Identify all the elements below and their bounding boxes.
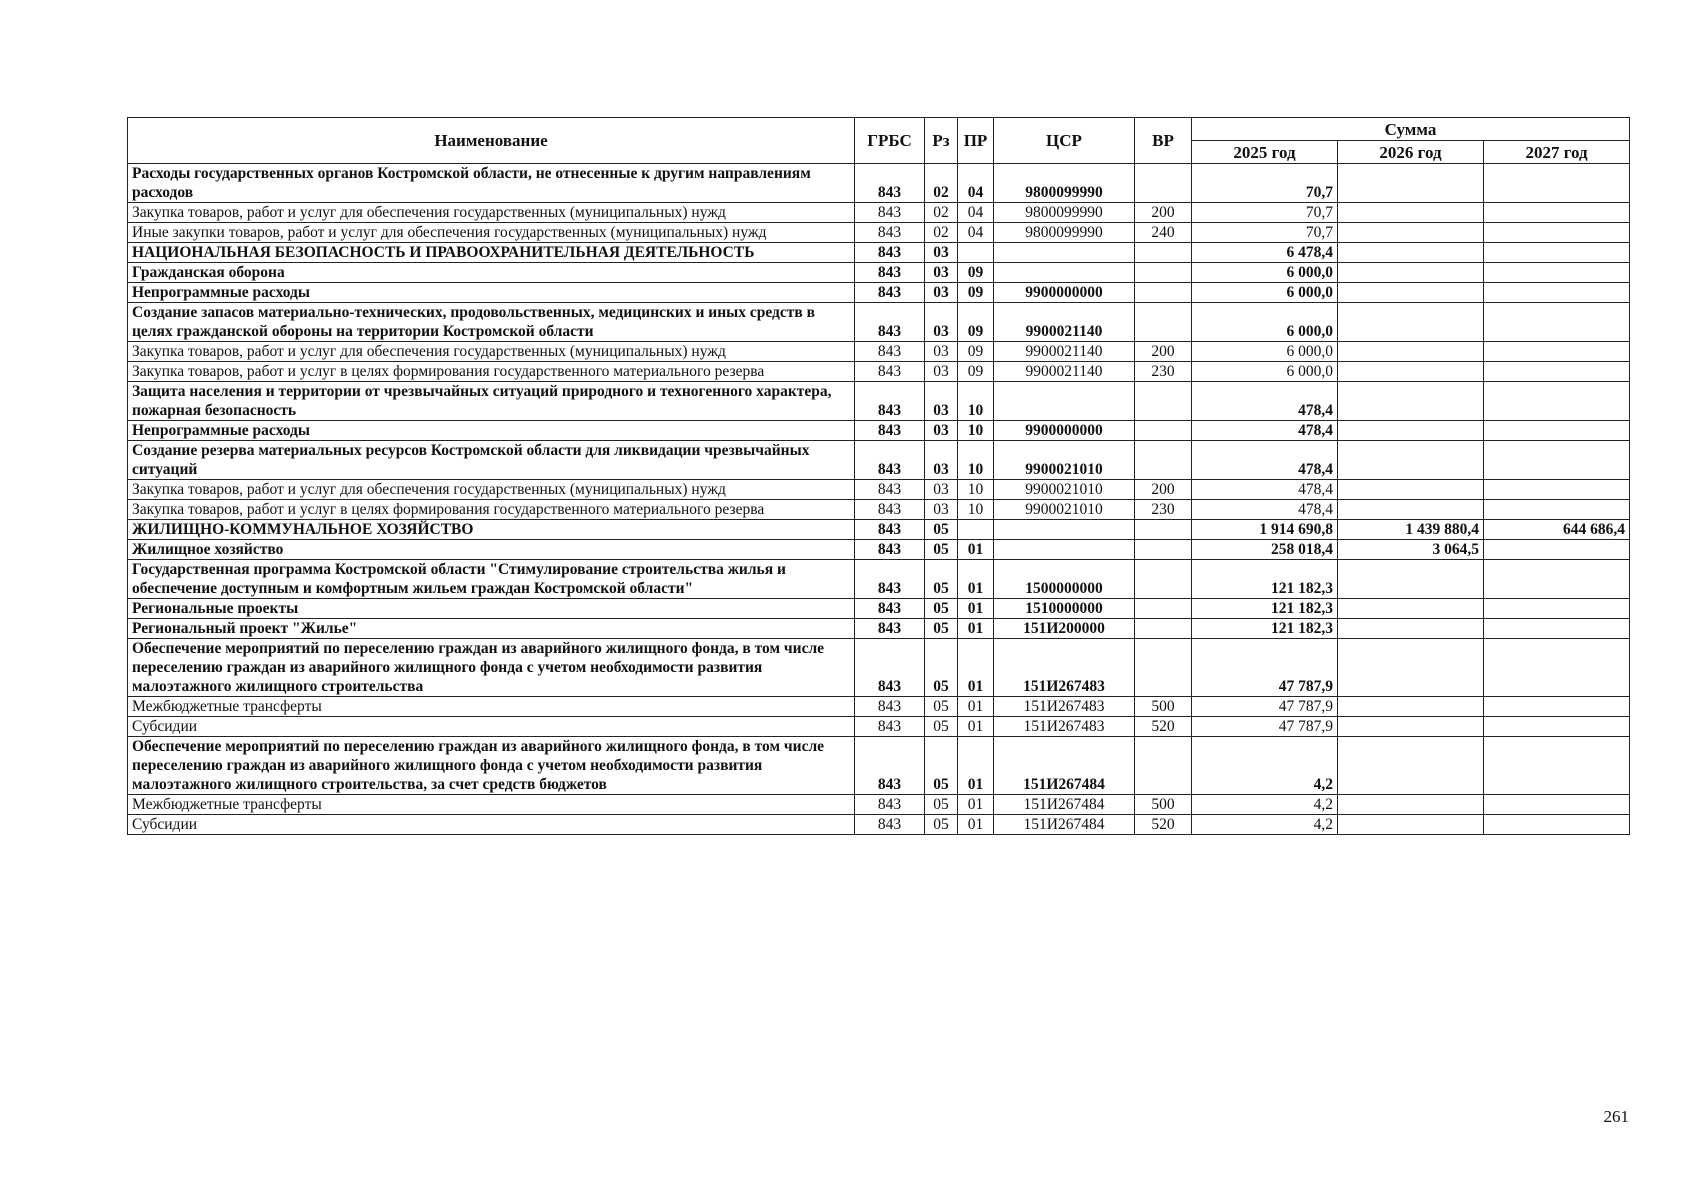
- cell-csr: 1510000000: [994, 599, 1135, 619]
- cell-2027: [1484, 263, 1630, 283]
- cell-grbs: 843: [855, 815, 925, 835]
- cell-grbs: 843: [855, 540, 925, 560]
- cell-vr: 500: [1135, 795, 1192, 815]
- cell-2027: [1484, 599, 1630, 619]
- cell-vr: [1135, 303, 1192, 342]
- cell-vr: [1135, 737, 1192, 795]
- cell-csr: 9900021140: [994, 362, 1135, 382]
- table-row: [128, 560, 1630, 599]
- cell-rz: 02: [925, 164, 958, 203]
- cell-pr: 01: [958, 560, 994, 599]
- cell-2025: 6 000,0: [1192, 342, 1338, 362]
- cell-vr: 230: [1135, 500, 1192, 520]
- cell-2027: [1484, 619, 1630, 639]
- cell-name: Создание запасов материально-технических, продовольственных, медицинских и иных средств в целях гражданской обороны на территории Костромской области: [128, 303, 855, 342]
- cell-pr: 01: [958, 737, 994, 795]
- cell-2027: [1484, 480, 1630, 500]
- cell-2025: 258 018,4: [1192, 540, 1338, 560]
- cell-2026: 1 439 880,4: [1338, 520, 1484, 540]
- table-row: [128, 164, 1630, 203]
- cell-pr: 10: [958, 480, 994, 500]
- table-row: [128, 500, 1630, 520]
- cell-csr: 9900021010: [994, 441, 1135, 480]
- cell-vr: [1135, 283, 1192, 303]
- cell-vr: [1135, 639, 1192, 697]
- cell-2027: [1484, 223, 1630, 243]
- cell-2026: [1338, 815, 1484, 835]
- cell-2026: [1338, 203, 1484, 223]
- cell-grbs: 843: [855, 520, 925, 540]
- cell-csr: 151И267484: [994, 815, 1135, 835]
- cell-vr: [1135, 560, 1192, 599]
- cell-name: Закупка товаров, работ и услуг для обеспечения государственных (муниципальных) нужд: [128, 480, 855, 500]
- cell-name: Непрограммные расходы: [128, 283, 855, 303]
- table-row: [128, 223, 1630, 243]
- cell-pr: 04: [958, 223, 994, 243]
- cell-2026: [1338, 619, 1484, 639]
- cell-pr: [958, 520, 994, 540]
- table-row: [128, 717, 1630, 737]
- cell-name: Расходы государственных органов Костромской области, не отнесенные к другим направлениям расходов: [128, 164, 855, 203]
- cell-rz: 05: [925, 639, 958, 697]
- table-row: [128, 697, 1630, 717]
- budget-table: [127, 117, 1630, 835]
- cell-rz: 05: [925, 697, 958, 717]
- cell-2027: [1484, 283, 1630, 303]
- cell-grbs: 843: [855, 223, 925, 243]
- cell-csr: 151И267483: [994, 697, 1135, 717]
- cell-name: Субсидии: [128, 717, 855, 737]
- cell-2026: [1338, 382, 1484, 421]
- cell-name: Государственная программа Костромской области "Стимулирование строительства жилья и обеспечение доступным и комфортным жильем граждан Костромской области": [128, 560, 855, 599]
- cell-rz: 05: [925, 599, 958, 619]
- cell-2025: 47 787,9: [1192, 717, 1338, 737]
- cell-pr: 09: [958, 362, 994, 382]
- cell-name: Жилищное хозяйство: [128, 540, 855, 560]
- cell-2026: [1338, 263, 1484, 283]
- header-sum: Сумма: [1192, 118, 1630, 141]
- cell-2026: [1338, 421, 1484, 441]
- cell-2025: 121 182,3: [1192, 560, 1338, 599]
- header-rz: Рз: [925, 118, 958, 164]
- cell-csr: 151И267483: [994, 639, 1135, 697]
- table-row: [128, 619, 1630, 639]
- cell-name: Региональные проекты: [128, 599, 855, 619]
- cell-2026: [1338, 737, 1484, 795]
- cell-csr: [994, 382, 1135, 421]
- cell-2026: [1338, 283, 1484, 303]
- cell-2025: 478,4: [1192, 382, 1338, 421]
- table-row: [128, 599, 1630, 619]
- cell-2026: [1338, 223, 1484, 243]
- header-csr: ЦСР: [994, 118, 1135, 164]
- cell-csr: 9900021010: [994, 500, 1135, 520]
- cell-grbs: 843: [855, 795, 925, 815]
- cell-grbs: 843: [855, 303, 925, 342]
- cell-csr: 9900021140: [994, 303, 1135, 342]
- cell-csr: 151И200000: [994, 619, 1135, 639]
- page-number: 261: [1603, 1107, 1629, 1126]
- table-row: [128, 342, 1630, 362]
- cell-pr: 04: [958, 203, 994, 223]
- cell-name: Создание резерва материальных ресурсов Костромской области для ликвидации чрезвычайных ситуаций: [128, 441, 855, 480]
- cell-csr: 9900021140: [994, 342, 1135, 362]
- cell-name: Закупка товаров, работ и услуг в целях формирования государственного материального резерва: [128, 500, 855, 520]
- cell-2027: [1484, 639, 1630, 697]
- cell-pr: [958, 243, 994, 263]
- cell-2025: 6 000,0: [1192, 283, 1338, 303]
- cell-2025: 478,4: [1192, 441, 1338, 480]
- cell-grbs: 843: [855, 480, 925, 500]
- cell-pr: 09: [958, 283, 994, 303]
- cell-2026: [1338, 639, 1484, 697]
- cell-2026: [1338, 243, 1484, 263]
- cell-2026: [1338, 164, 1484, 203]
- cell-pr: 01: [958, 639, 994, 697]
- cell-rz: 05: [925, 737, 958, 795]
- cell-pr: 09: [958, 303, 994, 342]
- cell-pr: 09: [958, 263, 994, 283]
- cell-csr: 1500000000: [994, 560, 1135, 599]
- cell-2025: 478,4: [1192, 500, 1338, 520]
- cell-2026: [1338, 441, 1484, 480]
- cell-rz: 05: [925, 540, 958, 560]
- cell-grbs: 843: [855, 560, 925, 599]
- cell-pr: 01: [958, 717, 994, 737]
- cell-2025: 4,2: [1192, 795, 1338, 815]
- cell-name: Защита населения и территории от чрезвычайных ситуаций природного и техногенного характера, пожарная безопасность: [128, 382, 855, 421]
- cell-2027: [1484, 243, 1630, 263]
- cell-name: Обеспечение мероприятий по переселению граждан из аварийного жилищного фонда, в том числе переселению граждан из аварийного жилищного фонда с учетом необходимости развития малоэтажного жилищного строительства, за счет средств бюджетов: [128, 737, 855, 795]
- cell-grbs: 843: [855, 164, 925, 203]
- cell-rz: 05: [925, 717, 958, 737]
- cell-pr: 09: [958, 342, 994, 362]
- cell-2027: [1484, 441, 1630, 480]
- cell-2027: [1484, 815, 1630, 835]
- cell-grbs: 843: [855, 342, 925, 362]
- cell-grbs: 843: [855, 382, 925, 421]
- cell-rz: 03: [925, 243, 958, 263]
- cell-2026: [1338, 480, 1484, 500]
- cell-vr: [1135, 540, 1192, 560]
- cell-pr: 04: [958, 164, 994, 203]
- table-row: [128, 520, 1630, 540]
- cell-csr: 151И267483: [994, 717, 1135, 737]
- table-row: [128, 303, 1630, 342]
- cell-vr: 240: [1135, 223, 1192, 243]
- header-year-2027: 2027 год: [1484, 141, 1630, 164]
- cell-2025: 121 182,3: [1192, 619, 1338, 639]
- cell-2025: 47 787,9: [1192, 639, 1338, 697]
- cell-2027: [1484, 164, 1630, 203]
- cell-csr: [994, 243, 1135, 263]
- cell-grbs: 843: [855, 441, 925, 480]
- cell-grbs: 843: [855, 599, 925, 619]
- cell-2027: [1484, 421, 1630, 441]
- table-row: [128, 480, 1630, 500]
- cell-rz: 03: [925, 441, 958, 480]
- cell-2025: 6 000,0: [1192, 362, 1338, 382]
- cell-csr: [994, 540, 1135, 560]
- table-row: [128, 283, 1630, 303]
- cell-grbs: 843: [855, 500, 925, 520]
- cell-2025: 70,7: [1192, 203, 1338, 223]
- cell-rz: 02: [925, 203, 958, 223]
- cell-2027: [1484, 500, 1630, 520]
- cell-2025: 4,2: [1192, 815, 1338, 835]
- cell-grbs: 843: [855, 619, 925, 639]
- cell-2026: [1338, 362, 1484, 382]
- table-row: [128, 243, 1630, 263]
- cell-2025: 6 000,0: [1192, 263, 1338, 283]
- cell-2026: [1338, 697, 1484, 717]
- cell-2025: 478,4: [1192, 421, 1338, 441]
- cell-name: НАЦИОНАЛЬНАЯ БЕЗОПАСНОСТЬ И ПРАВООХРАНИТЕЛЬНАЯ ДЕЯТЕЛЬНОСТЬ: [128, 243, 855, 263]
- cell-pr: 01: [958, 815, 994, 835]
- cell-pr: 10: [958, 421, 994, 441]
- cell-rz: 03: [925, 263, 958, 283]
- cell-name: ЖИЛИЩНО-КОММУНАЛЬНОЕ ХОЗЯЙСТВО: [128, 520, 855, 540]
- cell-2025: 121 182,3: [1192, 599, 1338, 619]
- cell-vr: 200: [1135, 342, 1192, 362]
- cell-grbs: 843: [855, 639, 925, 697]
- table-row: [128, 421, 1630, 441]
- cell-2025: 1 914 690,8: [1192, 520, 1338, 540]
- cell-rz: 05: [925, 815, 958, 835]
- header-pr: ПР: [958, 118, 994, 164]
- table-row: [128, 362, 1630, 382]
- cell-csr: 9800099990: [994, 203, 1135, 223]
- cell-rz: 03: [925, 421, 958, 441]
- cell-vr: 520: [1135, 815, 1192, 835]
- cell-2026: [1338, 795, 1484, 815]
- cell-2027: [1484, 737, 1630, 795]
- cell-vr: [1135, 421, 1192, 441]
- cell-2027: [1484, 303, 1630, 342]
- table-row: [128, 203, 1630, 223]
- cell-2026: [1338, 500, 1484, 520]
- table-row: [128, 795, 1630, 815]
- cell-pr: 01: [958, 697, 994, 717]
- cell-2027: [1484, 540, 1630, 560]
- cell-name: Закупка товаров, работ и услуг для обеспечения государственных (муниципальных) нужд: [128, 203, 855, 223]
- cell-2026: [1338, 303, 1484, 342]
- cell-rz: 03: [925, 382, 958, 421]
- table-row: [128, 441, 1630, 480]
- cell-grbs: 843: [855, 263, 925, 283]
- cell-2025: 4,2: [1192, 737, 1338, 795]
- header-year-2025: 2025 год: [1192, 141, 1338, 164]
- cell-grbs: 843: [855, 362, 925, 382]
- cell-grbs: 843: [855, 283, 925, 303]
- cell-csr: 151И267484: [994, 737, 1135, 795]
- cell-rz: 05: [925, 520, 958, 540]
- cell-2025: 47 787,9: [1192, 697, 1338, 717]
- cell-grbs: 843: [855, 203, 925, 223]
- cell-pr: 01: [958, 795, 994, 815]
- cell-2026: [1338, 717, 1484, 737]
- table-row: [128, 737, 1630, 795]
- cell-pr: 10: [958, 500, 994, 520]
- cell-2026: [1338, 342, 1484, 362]
- cell-vr: [1135, 441, 1192, 480]
- cell-grbs: 843: [855, 737, 925, 795]
- cell-name: Гражданская оборона: [128, 263, 855, 283]
- cell-pr: 10: [958, 382, 994, 421]
- cell-vr: [1135, 243, 1192, 263]
- cell-2027: [1484, 342, 1630, 362]
- cell-2027: [1484, 795, 1630, 815]
- cell-2025: 478,4: [1192, 480, 1338, 500]
- cell-vr: [1135, 520, 1192, 540]
- cell-vr: 200: [1135, 480, 1192, 500]
- header-grbs: ГРБС: [855, 118, 925, 164]
- cell-rz: 02: [925, 223, 958, 243]
- cell-name: Закупка товаров, работ и услуг в целях формирования государственного материального резерва: [128, 362, 855, 382]
- cell-grbs: 843: [855, 697, 925, 717]
- table-row: [128, 382, 1630, 421]
- cell-name: Субсидии: [128, 815, 855, 835]
- cell-csr: [994, 263, 1135, 283]
- cell-csr: 9900000000: [994, 421, 1135, 441]
- cell-2026: 3 064,5: [1338, 540, 1484, 560]
- cell-2025: 6 000,0: [1192, 303, 1338, 342]
- cell-name: Непрограммные расходы: [128, 421, 855, 441]
- cell-grbs: 843: [855, 243, 925, 263]
- cell-rz: 03: [925, 342, 958, 362]
- cell-rz: 03: [925, 480, 958, 500]
- cell-2027: [1484, 717, 1630, 737]
- cell-vr: 230: [1135, 362, 1192, 382]
- cell-vr: [1135, 599, 1192, 619]
- cell-grbs: 843: [855, 717, 925, 737]
- table-header: [128, 118, 1630, 164]
- cell-vr: [1135, 164, 1192, 203]
- cell-name: Межбюджетные трансферты: [128, 697, 855, 717]
- cell-2025: 70,7: [1192, 223, 1338, 243]
- cell-rz: 03: [925, 500, 958, 520]
- cell-rz: 03: [925, 283, 958, 303]
- cell-csr: [994, 520, 1135, 540]
- cell-2027: 644 686,4: [1484, 520, 1630, 540]
- cell-2027: [1484, 697, 1630, 717]
- cell-2026: [1338, 560, 1484, 599]
- cell-vr: 200: [1135, 203, 1192, 223]
- cell-name: Региональный проект "Жилье": [128, 619, 855, 639]
- cell-pr: 01: [958, 599, 994, 619]
- cell-vr: 500: [1135, 697, 1192, 717]
- cell-2027: [1484, 203, 1630, 223]
- table-row: [128, 815, 1630, 835]
- cell-name: Закупка товаров, работ и услуг для обеспечения государственных (муниципальных) нужд: [128, 342, 855, 362]
- cell-pr: 01: [958, 540, 994, 560]
- cell-2025: 70,7: [1192, 164, 1338, 203]
- cell-2027: [1484, 362, 1630, 382]
- table-row: [128, 263, 1630, 283]
- cell-name: Обеспечение мероприятий по переселению граждан из аварийного жилищного фонда, в том числе переселению граждан из аварийного жилищного фонда с учетом необходимости развития малоэтажного жилищного строительства: [128, 639, 855, 697]
- cell-pr: 01: [958, 619, 994, 639]
- cell-rz: 03: [925, 362, 958, 382]
- cell-rz: 05: [925, 560, 958, 599]
- cell-csr: 9900021010: [994, 480, 1135, 500]
- cell-2026: [1338, 599, 1484, 619]
- cell-csr: 9800099990: [994, 223, 1135, 243]
- cell-pr: 10: [958, 441, 994, 480]
- table-row: [128, 540, 1630, 560]
- cell-grbs: 843: [855, 421, 925, 441]
- cell-vr: [1135, 263, 1192, 283]
- cell-rz: 05: [925, 795, 958, 815]
- cell-vr: [1135, 619, 1192, 639]
- table-row: [128, 639, 1630, 697]
- cell-csr: 9800099990: [994, 164, 1135, 203]
- cell-name: Иные закупки товаров, работ и услуг для обеспечения государственных (муниципальных) нужд: [128, 223, 855, 243]
- header-year-2026: 2026 год: [1338, 141, 1484, 164]
- cell-vr: [1135, 382, 1192, 421]
- table-body: [128, 164, 1630, 835]
- header-vr: ВР: [1135, 118, 1192, 164]
- cell-2027: [1484, 560, 1630, 599]
- cell-name: Межбюджетные трансферты: [128, 795, 855, 815]
- header-name: Наименование: [128, 118, 855, 164]
- cell-vr: 520: [1135, 717, 1192, 737]
- cell-rz: 03: [925, 303, 958, 342]
- cell-csr: 9900000000: [994, 283, 1135, 303]
- cell-csr: 151И267484: [994, 795, 1135, 815]
- cell-2027: [1484, 382, 1630, 421]
- cell-2025: 6 478,4: [1192, 243, 1338, 263]
- cell-rz: 05: [925, 619, 958, 639]
